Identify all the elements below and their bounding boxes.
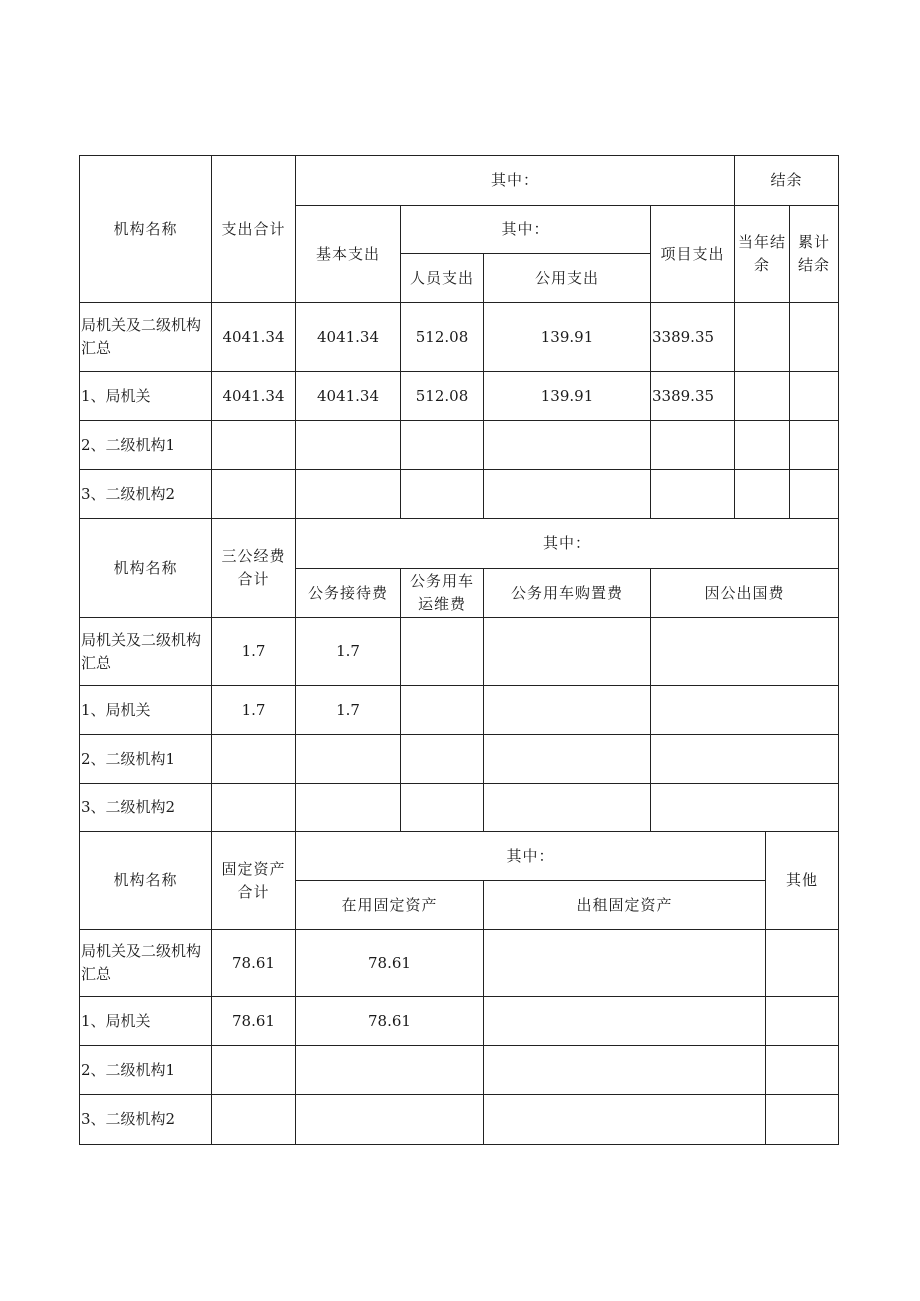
table-row [80,997,839,1046]
cell-other [766,1095,839,1145]
row-name: 1、局机关 [80,372,212,421]
header-project-expenditure: 项目支出 [651,206,735,303]
header-total-expenditure: 支出合计 [212,156,296,303]
cell-other [766,997,839,1046]
cell-total [212,1095,296,1145]
expenditure-table [79,155,839,519]
three-public-expenses-table [79,518,839,832]
cell-cumulative-balance [790,421,839,470]
cell-public: 139.91 [484,303,651,372]
cell-project [651,421,735,470]
cell-current-balance [735,372,790,421]
cell-overseas [651,618,839,686]
cell-vehicle-maintenance [401,686,484,735]
cell-vehicle-maintenance [401,735,484,784]
cell-vehicle-maintenance [401,618,484,686]
cell-current-balance [735,421,790,470]
table-row [80,618,839,686]
cell-public: 139.91 [484,372,651,421]
cell-total [212,784,296,832]
header-of-which: 其中： [296,832,766,881]
fixed-assets-table [79,831,839,1145]
table-row [80,686,839,735]
header-fixed-assets-total: 固定资产合计 [212,832,296,930]
cell-in-use [296,1046,484,1095]
cell-vehicle-purchase [484,686,651,735]
cell-basic: 4041.34 [296,303,401,372]
cell-in-use [296,1095,484,1145]
header-vehicle-maintenance: 公务用车运维费 [401,569,484,618]
cell-reception [296,735,401,784]
table-row [80,1046,839,1095]
table-row [80,735,839,784]
header-leased-assets: 出租固定资产 [484,881,766,930]
table-row [80,303,839,372]
cell-total [212,421,296,470]
cell-vehicle-purchase [484,784,651,832]
cell-personnel: 512.08 [401,303,484,372]
row-name: 局机关及二级机构汇总 [80,930,212,997]
header-of-which: 其中： [296,519,839,569]
table-row [80,930,839,997]
cell-vehicle-purchase [484,618,651,686]
cell-leased [484,930,766,997]
header-vehicle-purchase: 公务用车购置费 [484,569,651,618]
row-name: 局机关及二级机构汇总 [80,618,212,686]
cell-leased [484,997,766,1046]
cell-public [484,421,651,470]
cell-project [651,470,735,519]
header-org-name: 机构名称 [80,519,212,618]
row-name: 2、二级机构1 [80,1046,212,1095]
header-basic-expenditure: 基本支出 [296,206,401,303]
table-row [80,372,839,421]
row-name: 2、二级机构1 [80,421,212,470]
cell-cumulative-balance [790,372,839,421]
header-cumulative-balance: 累计结余 [790,206,839,303]
cell-leased [484,1095,766,1145]
cell-personnel [401,421,484,470]
header-of-which-sub: 其中： [401,206,651,254]
header-current-balance: 当年结余 [735,206,790,303]
row-name: 1、局机关 [80,997,212,1046]
cell-leased [484,1046,766,1095]
cell-reception: 1.7 [296,618,401,686]
cell-total: 78.61 [212,997,296,1046]
header-org-name: 机构名称 [80,156,212,303]
row-name: 3、二级机构2 [80,470,212,519]
table-row [80,470,839,519]
header-reception: 公务接待费 [296,569,401,618]
header-three-public-total: 三公经费合计 [212,519,296,618]
cell-total: 4041.34 [212,303,296,372]
cell-reception: 1.7 [296,686,401,735]
header-balance: 结余 [735,156,839,206]
cell-total: 78.61 [212,930,296,997]
header-other: 其他 [766,832,839,930]
cell-other [766,1046,839,1095]
cell-total: 1.7 [212,618,296,686]
header-personnel-expenditure: 人员支出 [401,254,484,303]
row-name: 1、局机关 [80,686,212,735]
row-name: 3、二级机构2 [80,1095,212,1145]
cell-cumulative-balance [790,470,839,519]
cell-total: 4041.34 [212,372,296,421]
cell-in-use: 78.61 [296,997,484,1046]
table-row [80,1095,839,1145]
header-public-expenditure: 公用支出 [484,254,651,303]
header-of-which: 其中： [296,156,735,206]
cell-public [484,470,651,519]
row-name: 2、二级机构1 [80,735,212,784]
row-name: 3、二级机构2 [80,784,212,832]
cell-project: 3389.35 [651,303,735,372]
cell-basic: 4041.34 [296,372,401,421]
cell-overseas [651,784,839,832]
header-in-use-assets: 在用固定资产 [296,881,484,930]
cell-total: 1.7 [212,686,296,735]
cell-reception [296,784,401,832]
cell-current-balance [735,470,790,519]
cell-basic [296,421,401,470]
header-overseas: 因公出国费 [651,569,839,618]
cell-cumulative-balance [790,303,839,372]
cell-vehicle-maintenance [401,784,484,832]
cell-personnel [401,470,484,519]
cell-total [212,735,296,784]
cell-personnel: 512.08 [401,372,484,421]
cell-other [766,930,839,997]
row-name: 局机关及二级机构汇总 [80,303,212,372]
header-org-name: 机构名称 [80,832,212,930]
cell-total [212,470,296,519]
table-row [80,421,839,470]
table-row [80,784,839,832]
cell-current-balance [735,303,790,372]
cell-overseas [651,735,839,784]
cell-total [212,1046,296,1095]
cell-vehicle-purchase [484,735,651,784]
cell-project: 3389.35 [651,372,735,421]
cell-overseas [651,686,839,735]
cell-basic [296,470,401,519]
cell-in-use: 78.61 [296,930,484,997]
